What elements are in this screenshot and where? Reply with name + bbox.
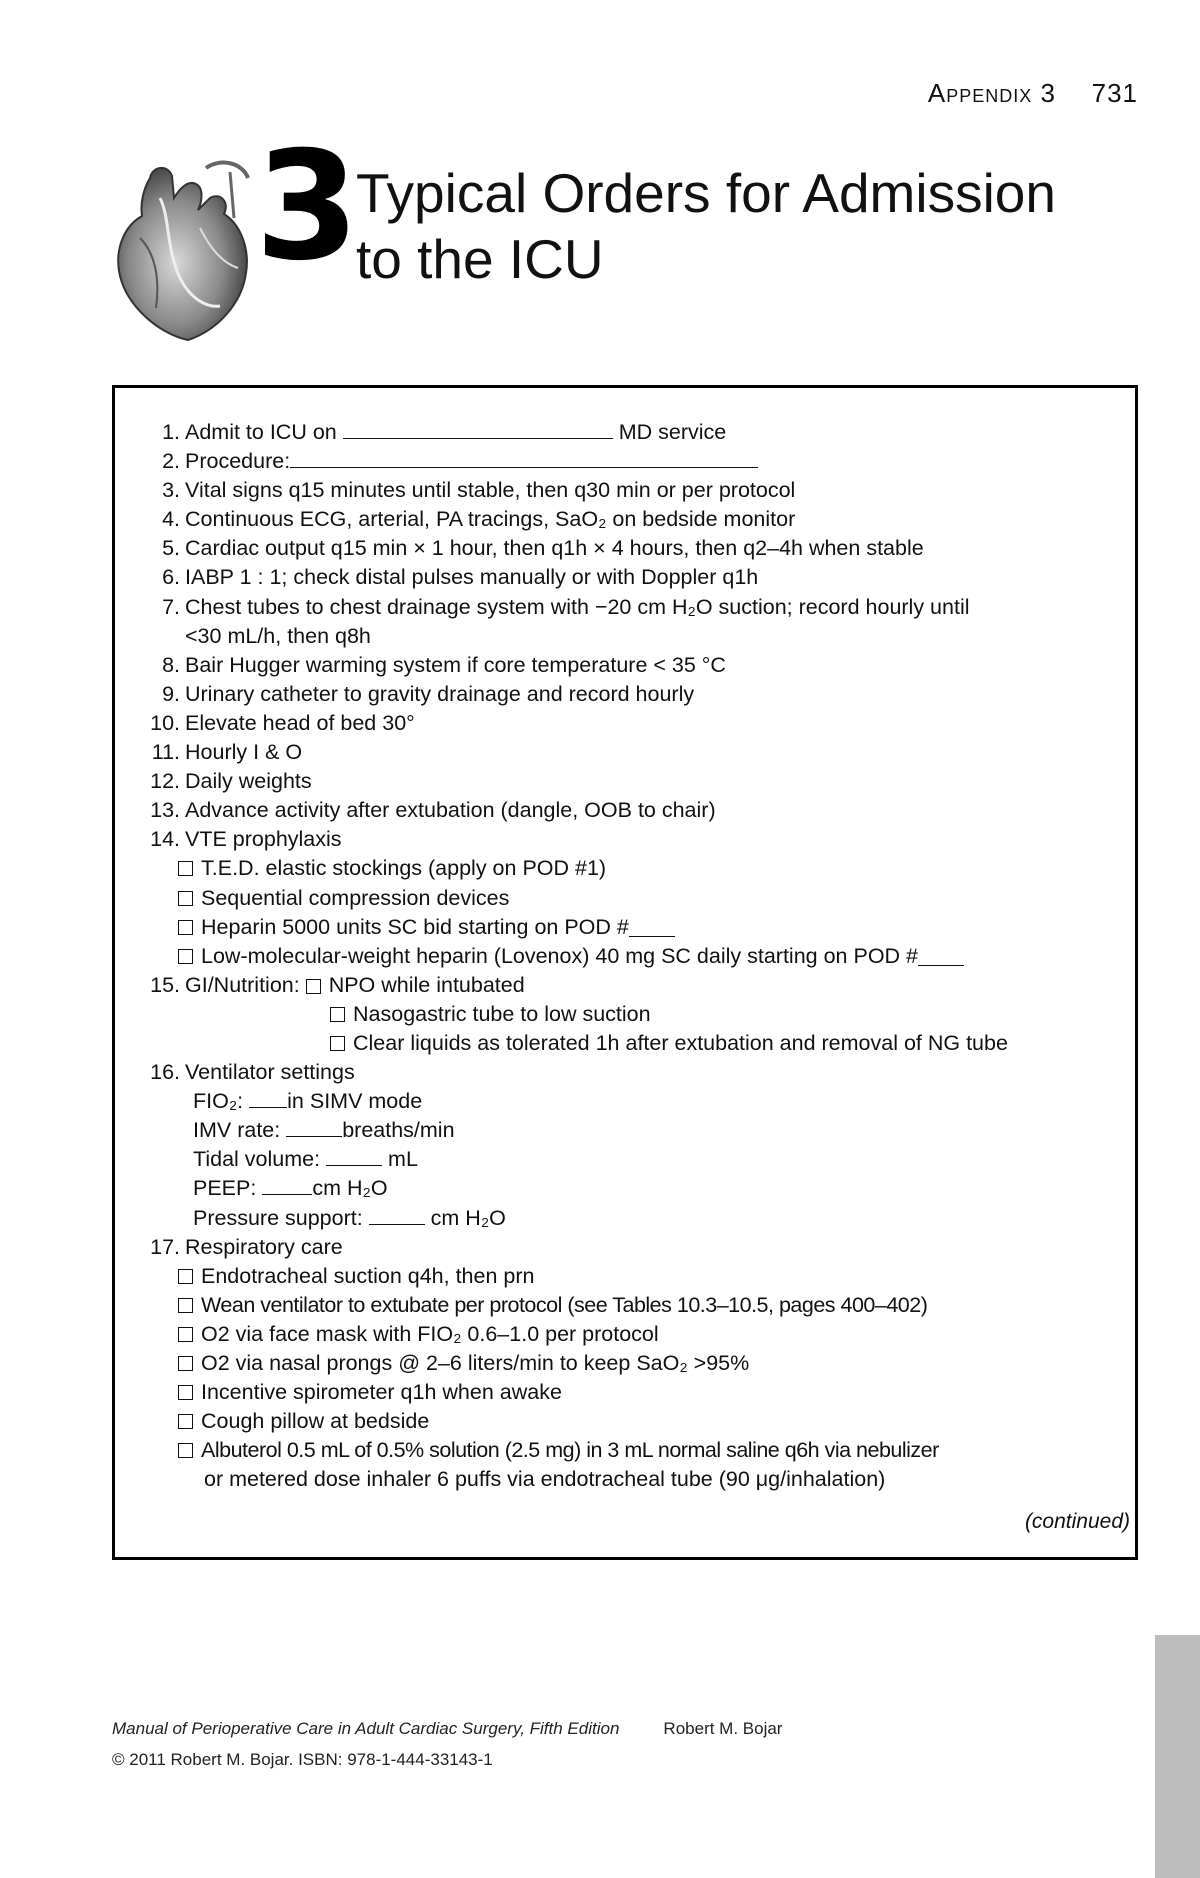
admit-date-blank[interactable] bbox=[343, 420, 613, 439]
list-item: 10. Elevate head of bed 30° bbox=[150, 710, 415, 735]
list-item-continuation: <30 mL/h, then q8h bbox=[185, 623, 371, 648]
vent-setting: PEEP: cm H₂O bbox=[193, 1176, 388, 1201]
pod-blank[interactable] bbox=[629, 918, 675, 937]
checkbox-item[interactable]: Low-molecular-weight heparin (Lovenox) 40 mg SC daily starting on POD # bbox=[140, 942, 1130, 971]
chapter-number: 3 bbox=[255, 120, 360, 294]
fio2-blank[interactable] bbox=[249, 1089, 287, 1108]
continued-label: (continued) bbox=[1024, 1510, 1130, 1533]
checkbox[interactable] bbox=[178, 861, 193, 876]
page-number: 731 bbox=[1091, 78, 1138, 108]
checkbox-item[interactable]: Heparin 5000 units SC bid starting on POD # bbox=[140, 913, 1130, 942]
appendix-label: Appendix 3 bbox=[927, 78, 1056, 108]
list-item: 4. Continuous ECG, arterial, PA tracings, SaO₂ on bedside monitor bbox=[162, 507, 796, 532]
checkbox-item[interactable]: Clear liquids as tolerated 1h after extubation and removal of NG tube bbox=[140, 1029, 1130, 1058]
list-item: 11. Hourly I & O bbox=[151, 740, 303, 765]
list-item: 2. Procedure: bbox=[140, 447, 1130, 476]
running-header bbox=[928, 78, 1138, 109]
checkbox[interactable] bbox=[178, 1443, 193, 1458]
list-item: 14. VTE prophylaxis bbox=[150, 827, 342, 852]
list-item: 16. Ventilator settings bbox=[150, 1060, 355, 1085]
vent-setting: IMV rate: breaths/min bbox=[193, 1118, 455, 1143]
title-line-2: to the ICU bbox=[356, 228, 604, 290]
checkbox[interactable] bbox=[178, 1414, 193, 1429]
checkbox[interactable] bbox=[178, 1298, 193, 1313]
checkbox-item[interactable]: Sequential compression devices bbox=[140, 884, 1130, 913]
checkbox[interactable] bbox=[330, 1007, 345, 1022]
checkbox[interactable] bbox=[178, 949, 193, 964]
vent-setting: Pressure support: cm H₂O bbox=[193, 1205, 506, 1230]
list-item: 8. Bair Hugger warming system if core temperature < 35 °C bbox=[162, 652, 726, 677]
pod-blank[interactable] bbox=[918, 947, 964, 966]
list-item: 9. Urinary catheter to gravity drainage and record hourly bbox=[162, 681, 695, 706]
checkbox-item[interactable]: Cough pillow at bedside bbox=[140, 1407, 1130, 1436]
checkbox[interactable] bbox=[178, 1385, 193, 1400]
list-item: 1. Admit to ICU on MD service bbox=[162, 420, 727, 444]
checkbox[interactable] bbox=[178, 920, 193, 935]
list-item: 5. Cardiac output q15 min × 1 hour, then q1h × 4 hours, then q2–4h when stable bbox=[162, 536, 924, 561]
list-item: 6. IABP 1 : 1; check distal pulses manually or with Doppler q1h bbox=[162, 565, 759, 590]
page-footer bbox=[112, 1713, 782, 1775]
page-edge-tab bbox=[1155, 1635, 1200, 1878]
checkbox[interactable] bbox=[330, 1036, 345, 1051]
checkbox[interactable] bbox=[178, 1269, 193, 1284]
checkbox-item[interactable]: Endotracheal suction q4h, then prn bbox=[140, 1262, 1130, 1291]
checkbox[interactable] bbox=[306, 979, 321, 994]
list-item: 15. GI/Nutrition: NPO while intubated bbox=[150, 972, 525, 997]
procedure-blank[interactable] bbox=[290, 449, 758, 468]
book-title: Manual of Perioperative Care in Adult Cardiac Surgery, Fifth Edition bbox=[112, 1719, 620, 1738]
checkbox[interactable] bbox=[178, 1356, 193, 1371]
orders-list bbox=[140, 418, 1130, 1494]
author: Robert M. Bojar bbox=[663, 1719, 783, 1738]
list-item: 12. Daily weights bbox=[150, 769, 312, 794]
page-title bbox=[356, 160, 1146, 292]
checkbox-item[interactable]: T.E.D. elastic stockings (apply on POD #1) bbox=[140, 854, 1130, 883]
list-item: 7. Chest tubes to chest drainage system with −20 cm H₂O suction; record hourly until bbox=[162, 594, 970, 619]
checkbox-item[interactable]: O2 via nasal prongs @ 2–6 liters/min to keep SaO₂ >95% bbox=[140, 1349, 1130, 1378]
tidal-volume-blank[interactable] bbox=[326, 1147, 382, 1166]
list-item: 3. Vital signs q15 minutes until stable, then q30 min or per protocol bbox=[162, 478, 796, 503]
checkbox-item[interactable]: Wean ventilator to extubate per protocol (see Tables 10.3–10.5, pages 400–402) bbox=[140, 1291, 1130, 1320]
list-item-continuation: or metered dose inhaler 6 puffs via endotracheal tube (90 μg/inhalation) bbox=[204, 1467, 886, 1492]
checkbox[interactable] bbox=[178, 1327, 193, 1342]
list-item: 13. Advance activity after extubation (dangle, OOB to chair) bbox=[150, 798, 716, 823]
copyright: © 2011 Robert M. Bojar. ISBN: 978-1-444-33143-1 bbox=[112, 1750, 493, 1769]
vent-setting: FIO₂: in SIMV mode bbox=[193, 1089, 423, 1114]
pressure-support-blank[interactable] bbox=[369, 1206, 425, 1225]
checkbox-item[interactable]: O2 via face mask with FIO₂ 0.6–1.0 per protocol bbox=[140, 1320, 1130, 1349]
checkbox-item[interactable]: Nasogastric tube to low suction bbox=[140, 1000, 1130, 1029]
checkbox-item[interactable]: Incentive spirometer q1h when awake bbox=[140, 1378, 1130, 1407]
list-item: 17. Respiratory care bbox=[150, 1234, 343, 1259]
imv-rate-blank[interactable] bbox=[286, 1118, 342, 1137]
checkbox[interactable] bbox=[178, 891, 193, 906]
vent-setting: Tidal volume: mL bbox=[193, 1147, 418, 1172]
peep-blank[interactable] bbox=[262, 1176, 312, 1195]
title-line-1: Typical Orders for Admission bbox=[356, 162, 1056, 224]
checkbox-item[interactable]: Albuterol 0.5 mL of 0.5% solution (2.5 mg) in 3 mL normal saline q6h via nebulizer bbox=[140, 1436, 1130, 1465]
heart-illustration-icon bbox=[110, 158, 260, 343]
